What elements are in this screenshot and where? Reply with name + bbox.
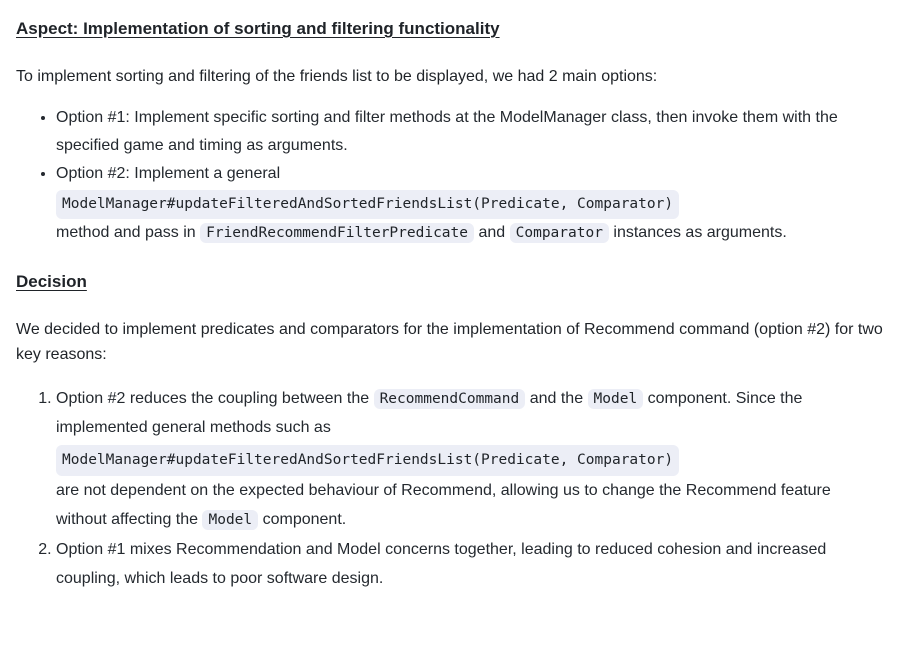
- reason-1-code-1: RecommendCommand: [374, 389, 526, 409]
- reason-1-text-2: and the: [529, 389, 584, 407]
- reason-1-code-3: ModelManager#updateFilteredAndSortedFriendsList(Predicate, Comparator): [56, 445, 679, 476]
- list-item: [56, 384, 885, 535]
- decision-heading: Decision: [16, 272, 87, 292]
- option-2-code-3: Comparator: [510, 223, 609, 243]
- decision-intro-paragraph: We decided to implement predicates and comparators for the implementation of Recommend command (option #2) for two key reasons:: [16, 321, 883, 363]
- reason-1-text-4: are not dependent on the expected behaviour of Recommend, allowing us to change the Recommend feature without affecting the: [56, 481, 831, 529]
- reason-1-text-5: component.: [262, 511, 347, 529]
- reason-1-code-2: Model: [588, 389, 644, 409]
- reasons-list: [16, 384, 885, 594]
- list-item: [56, 535, 885, 594]
- option-2-code-2: FriendRecommendFilterPredicate: [200, 223, 474, 243]
- option-1-text: Option #1: Implement specific sorting and filter methods at the ModelManager class, then invoke them with the specified game and timing as arguments.: [56, 108, 838, 154]
- list-item: [56, 104, 885, 160]
- reason-2-text: Option #1 mixes Recommendation and Model concerns together, leading to reduced cohesion and increased coupling, which leads to poor software design.: [56, 540, 827, 588]
- reason-1-text-3: component. Since the implemented general methods such as: [56, 389, 803, 437]
- options-list: [16, 104, 885, 247]
- list-item: [56, 160, 885, 247]
- option-2-code-1: ModelManager#updateFilteredAndSortedFriendsList(Predicate, Comparator): [56, 190, 679, 219]
- option-2-text-1: Option #2: Implement a general: [56, 164, 281, 182]
- option-2-text-3: and: [478, 224, 506, 242]
- aspect-heading: Aspect: Implementation of sorting and filtering functionality: [16, 19, 500, 38]
- reason-1-text-1: Option #2 reduces the coupling between the: [56, 389, 370, 407]
- aspect-intro-paragraph: To implement sorting and filtering of the friends list to be displayed, we had 2 main options:: [16, 67, 658, 85]
- reason-1-code-4: Model: [202, 510, 258, 530]
- option-2-text-4: instances as arguments.: [613, 224, 787, 242]
- option-2-text-2: method and pass in: [56, 224, 196, 242]
